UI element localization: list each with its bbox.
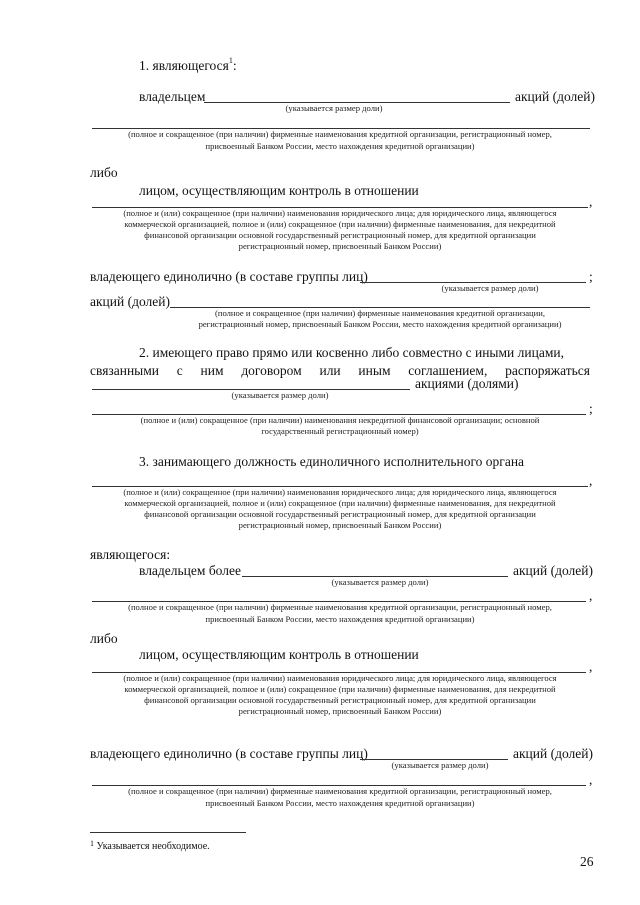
s3-credit-org2-caption-2: присвоенный Банком России, место нахождения кредитной организации) [205, 798, 475, 808]
s3-entity2-caption-2: коммерческой организацией, полное и (или) сокращенное (при наличии) фирменные наименования, для некредитной [124, 684, 556, 694]
share-size-caption: (указывается размер доли) [285, 103, 383, 113]
s3-entity-caption-2: коммерческой организацией, полное и (или) сокращенное (при наличии) фирменные наименования, для некредитной [124, 498, 556, 508]
word: соглашением, [408, 363, 488, 378]
footnote-mark: 1 [228, 56, 233, 65]
s3-entity2-comma: , [589, 659, 593, 674]
word: распоряжаться [505, 363, 590, 378]
word: с [176, 363, 183, 378]
s3-share-caption: (указывается размер доли) [331, 577, 429, 587]
heading-colon: : [232, 58, 237, 73]
s3-either-label: либо [90, 631, 118, 646]
credit-org-caption-1: (полное и сокращенное (при наличии) фирменные наименования кредитной организации, регистрационный номер, [128, 129, 552, 139]
s3-entity2-caption-3: финансовой организации основной государственный регистрационный номер, для кредитной организации [144, 695, 536, 705]
credit-org-2-caption-2: регистрационный номер, присвоенный Банком России, место нахождения кредитной организации) [198, 319, 562, 329]
being-label: являющегося: [90, 547, 171, 562]
section-2-line-1: 2. имеющего право прямо или косвенно либо совместно с иными лицами, [139, 345, 564, 360]
s3-sole-owner-label: владеющего единолично (в составе группы лиц) [90, 746, 368, 761]
s3-entity-caption-4: регистрационный номер, присвоенный Банком России) [238, 520, 442, 530]
sole-owner-label: владеющего единолично (в составе группы лиц) [90, 269, 368, 284]
footnote-number: 1 [90, 839, 94, 848]
nfo-caption-2: государственный регистрационный номер) [261, 426, 419, 436]
s3-sole-owner-share-caption: (указывается размер доли) [391, 760, 489, 770]
entity-caption-3: финансовой организации основной государственный регистрационный номер, для кредитной организации [144, 230, 536, 240]
shares-label: акций (долей) [515, 89, 595, 104]
s3-shares-label: акций (долей) [513, 563, 593, 578]
word: иным [358, 363, 391, 378]
credit-org-caption-2: присвоенный Банком России, место нахождения кредитной организации) [205, 141, 475, 151]
owner-more-label: владельцем более [139, 563, 241, 578]
shares-of-label: акций (долей) [90, 294, 170, 309]
section-2-share-caption: (указывается размер доли) [231, 390, 329, 400]
heading-text: 1. являющегося [139, 58, 229, 73]
s3-sole-owner-shares: акций (долей) [513, 746, 593, 761]
word: или [319, 363, 341, 378]
s3-credit-org-comma: , [589, 588, 593, 603]
sole-owner-semicolon: ; [589, 269, 593, 284]
s3-credit-org2-comma: , [589, 772, 593, 787]
word: договором [241, 363, 302, 378]
control-label: лицом, осуществляющим контроль в отношении [139, 183, 419, 198]
footnote-separator [90, 832, 246, 833]
sole-owner-share-caption: (указывается размер доли) [441, 283, 539, 293]
owner-label: владельцем [139, 89, 206, 104]
s3-credit-org-caption-1: (полное и сокращенное (при наличии) фирменные наименования кредитной организации, регистрационный номер, [128, 602, 552, 612]
s3-credit-org-caption-2: присвоенный Банком России, место нахождения кредитной организации) [205, 614, 475, 624]
page-number: 26 [580, 854, 594, 869]
s3-entity-caption-1: (полное и (или) сокращенное (при наличии) наименования юридического лица; для юридического лица, являющегося [123, 487, 557, 497]
word: ним [200, 363, 224, 378]
s3-entity-caption-3: финансовой организации основной государственный регистрационный номер, для кредитной организации [144, 509, 536, 519]
s3-credit-org2-caption-1: (полное и сокращенное (при наличии) фирменные наименования кредитной организации, регистрационный номер, [128, 786, 552, 796]
s3-entity2-caption-1: (полное и (или) сокращенное (при наличии) наименования юридического лица; для юридического лица, являющегося [123, 673, 557, 683]
s3-control-label: лицом, осуществляющим контроль в отношении [139, 647, 419, 662]
entity-caption-1: (полное и (или) сокращенное (при наличии) наименования юридического лица; для юридического лица, являющегося [123, 208, 557, 218]
entity-caption-2: коммерческой организацией, полное и (или) сокращенное (при наличии) фирменные наименования, для некредитной [124, 219, 556, 229]
nfo-caption-1: (полное и (или) сокращенное (при наличии) наименования некредитной финансовой организации; основной [140, 415, 540, 425]
footnote [90, 841, 210, 852]
word: связанными [90, 363, 160, 378]
credit-org-2-caption-1: (полное и сокращенное (при наличии) фирменные наименования кредитной организации, [214, 308, 546, 318]
section-2-shares-label: акциями (долями) [415, 376, 519, 391]
s3-entity-comma: , [589, 473, 593, 488]
section-3-heading: 3. занимающего должность единоличного исполнительного органа [139, 454, 525, 469]
nfo-semicolon: ; [589, 401, 593, 416]
footnote-text: Указывается необходимое. [96, 841, 210, 852]
entity-line-comma: , [589, 194, 593, 209]
entity-caption-4: регистрационный номер, присвоенный Банком России) [238, 241, 442, 251]
section-1-heading [139, 58, 237, 74]
s3-entity2-caption-4: регистрационный номер, присвоенный Банком России) [238, 706, 442, 716]
either-label: либо [90, 165, 118, 180]
